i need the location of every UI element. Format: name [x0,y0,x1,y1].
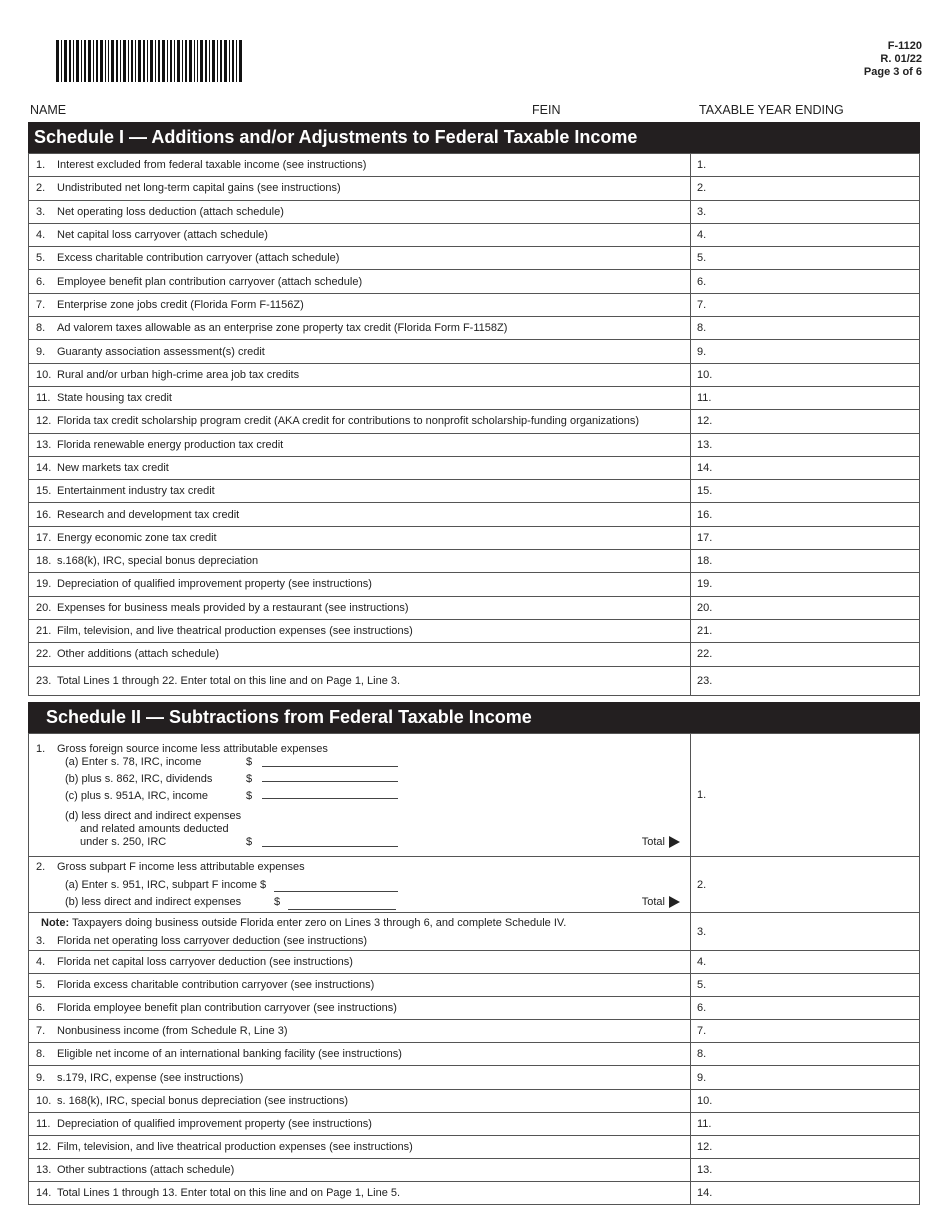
line-amount-cell[interactable] [691,456,920,479]
line-amount-cell[interactable] [691,410,920,433]
line-row [29,386,920,409]
line-text: Net operating loss deduction (attach schedule) [57,205,284,218]
line-description [29,1135,691,1158]
line-row [29,247,920,270]
line-row [29,1089,920,1112]
line-description [29,223,691,246]
line-text: Florida excess charitable contribution carryover (see instructions) [57,979,375,992]
line-2b-input[interactable] [288,899,396,910]
line-1d-label-2: and related amounts deducted [80,823,229,835]
line-text: Eligible net income of an international banking facility (see instructions) [57,1048,402,1061]
line-text: Total Lines 1 through 13. Enter total on this line and on Page 1, Line 5. [57,1186,401,1199]
line-description [29,386,691,409]
line-num: 2. [36,861,46,873]
line-1d-input[interactable] [262,836,398,847]
line-text: Energy economic zone tax credit [57,531,217,544]
line-num: 21. [36,625,52,638]
line-text: Florida renewable energy production tax credit [57,438,284,451]
line-text: Undistributed net long-term capital gains (see instructions) [57,182,341,195]
line-amount-cell[interactable] [691,1066,920,1089]
line-text: Florida net capital loss carryover deduction (see instructions) [57,956,353,969]
line-text: Guaranty association assessment(s) credit [57,345,265,358]
line-ref: 12. [697,415,713,428]
line-amount-cell[interactable] [691,1020,920,1043]
line-text: Total Lines 1 through 22. Enter total on this line and on Page 1, Line 3. [57,674,401,687]
total-label: Total [641,896,665,908]
line-text: Florida tax credit scholarship program credit (AKA credit for contributions to nonprofit scholarship-funding organizations) [57,415,640,428]
line-text: Gross foreign source income less attributable expenses [57,743,328,755]
line-num: 1. [36,743,46,755]
schedule-2-line-1 [29,734,920,857]
line-description [29,177,691,200]
line-description [29,1089,691,1112]
line-row [29,550,920,573]
line-num: 20. [36,601,52,614]
line-1c-label: (c) plus s. 951A, IRC, income [65,790,209,802]
line-row [29,573,920,596]
line-row [29,1112,920,1135]
line-row [29,526,920,549]
line-amount-cell[interactable] [691,270,920,293]
line-text: Film, television, and live theatrical production expenses (see instructions) [57,625,413,638]
line-amount-cell[interactable] [691,1158,920,1181]
line-amount-cell[interactable] [691,363,920,386]
line-amount-cell[interactable] [691,200,920,223]
line-row [29,456,920,479]
line-description [29,1158,691,1181]
line-ref: 14. [697,462,713,474]
line-num: 14. [36,1186,52,1199]
line-amount-cell[interactable] [691,550,920,573]
line-ref: 11. [697,1117,712,1130]
line-amount-cell[interactable] [691,1135,920,1158]
line-amount-cell[interactable] [691,596,920,619]
line-description [29,1066,691,1089]
line-amount-cell[interactable] [691,386,920,409]
line-num: 9. [36,1071,46,1084]
line-row [29,340,920,363]
line-description [29,951,691,974]
line-row [29,410,920,433]
line-amount-cell[interactable] [691,480,920,503]
line-description [29,666,691,695]
line-row [29,154,920,177]
line-row [29,317,920,340]
line-text: Depreciation of qualified improvement property (see instructions) [57,578,372,591]
line-num: 4. [36,229,46,242]
line-text: Gross subpart F income less attributable expenses [57,861,305,873]
line-description [29,340,691,363]
form-id: F-1120 [887,40,922,52]
line-description [29,433,691,456]
line-amount-cell[interactable] [691,974,920,997]
line-text: Depreciation of qualified improvement property (see instructions) [57,1117,372,1130]
form-revision: R. 01/22 [880,53,922,65]
dollar-sign: $ [246,790,253,802]
line-ref: 1. [697,789,707,801]
line-row [29,363,920,386]
line-ref: 2. [697,878,707,891]
line-num: 7. [36,298,46,311]
line-row [29,951,920,974]
line-description [29,363,691,386]
line-amount-cell[interactable] [691,317,920,340]
line-num: 13. [36,1163,52,1176]
line-ref: 11. [697,392,712,405]
line-amount-cell[interactable] [691,223,920,246]
line-description [29,247,691,270]
dollar-sign: $ [246,836,253,848]
line-ref: 23. [697,674,713,687]
line-amount-cell[interactable] [691,340,920,363]
line-1a-label: (a) Enter s. 78, IRC, income [65,756,202,768]
line-num: 17. [36,531,52,544]
line-1a-input[interactable] [262,756,398,767]
line-row [29,480,920,503]
line-row [29,997,920,1020]
line-ref: 4. [697,956,707,969]
line-num: 7. [36,1025,46,1038]
taxable-year-label: TAXABLE YEAR ENDING [699,103,844,117]
line-ref: 6. [697,275,707,288]
line-num: 14. [36,462,52,474]
dollar-sign: $ [246,756,253,768]
line-num: 9. [36,345,46,358]
line-amount-cell[interactable] [691,1043,920,1066]
line-description [29,1020,691,1043]
line-row [29,619,920,642]
line-1c-input[interactable] [262,788,398,799]
line-num: 22. [36,648,52,661]
line-description [29,974,691,997]
line-amount-cell[interactable] [691,526,920,549]
form-page: Page 3 of 6 [863,66,922,78]
line-ref: 1. [697,159,707,172]
line-description [29,456,691,479]
line-ref: 5. [697,979,707,992]
line-text: Florida net operating loss carryover deduction (see instructions) [57,935,367,947]
line-amount-cell[interactable] [691,433,920,456]
line-amount-cell[interactable] [691,619,920,642]
line-description [29,997,691,1020]
line-2a-label: (a) Enter s. 951, IRC, subpart F income $ [65,879,267,891]
line-description [29,526,691,549]
line-num: 8. [36,322,46,335]
line-ref: 9. [697,1071,707,1084]
line-num: 19. [36,578,52,591]
line-amount-cell[interactable] [691,643,920,666]
line-ref: 20. [697,601,713,614]
line-num: 1. [36,159,46,172]
line-text: Entertainment industry tax credit [57,485,215,498]
line-text: Expenses for business meals provided by a restaurant (see instructions) [57,601,409,614]
line-text: Other subtractions (attach schedule) [57,1163,235,1176]
line-2a-input[interactable] [274,881,398,892]
line-num: 12. [36,415,52,428]
line-ref: 19. [697,578,713,591]
line-text: Enterprise zone jobs credit (Florida Form F-1156Z) [57,298,304,311]
line-num: 16. [36,508,52,521]
line-num: 2. [36,182,46,195]
line-num: 3. [36,205,46,218]
line-row [29,177,920,200]
schedule-2-lines [28,733,920,1205]
line-ref: 18. [697,555,713,568]
line-row [29,433,920,456]
line-2b-label: (b) less direct and indirect expenses [65,896,242,908]
line-description [29,293,691,316]
line-row [29,1043,920,1066]
line-row [29,293,920,316]
line-ref: 21. [697,625,713,638]
line-num: 23. [36,674,52,687]
line-ref: 12. [697,1140,713,1153]
line-text: s.168(k), IRC, special bonus depreciation [57,555,259,568]
line-description [29,643,691,666]
total-label: Total [641,836,665,848]
form-identifier [864,40,922,79]
line-1-total [642,836,680,849]
name-label: NAME [30,103,67,117]
line-description [29,317,691,340]
line-ref: 2. [697,182,707,195]
line-description [29,480,691,503]
barcode [56,40,280,82]
dollar-sign: $ [246,773,253,785]
line-ref: 3. [697,925,707,938]
line-row [29,1135,920,1158]
arrow-right-icon [669,836,680,848]
line-num: 15. [36,485,52,498]
line-text: Research and development tax credit [57,508,240,521]
line-description [29,410,691,433]
line-text: Interest excluded from federal taxable income (see instructions) [57,159,367,172]
line-description [29,1112,691,1135]
line-ref: 16. [697,508,713,521]
line-amount-cell[interactable] [691,1089,920,1112]
schedule-2-line-3 [29,913,920,951]
line-row [29,1181,920,1204]
line-row [29,270,920,293]
line-amount-cell[interactable] [691,503,920,526]
line-description [29,1181,691,1204]
line-ref: 7. [697,1025,707,1038]
line-1d-label-3: under s. 250, IRC [80,836,167,848]
line-ref: 10. [697,1094,713,1107]
schedule-2-line-2 [29,857,920,913]
line-description [29,154,691,177]
arrow-right-icon [669,896,680,908]
schedule-2 [28,702,920,1205]
line-amount-cell[interactable] [691,951,920,974]
line-description [29,200,691,223]
line-text: Florida employee benefit plan contribution carryover (see instructions) [57,1002,397,1015]
line-text: Net capital loss carryover (attach schedule) [57,229,268,242]
line-description [29,573,691,596]
schedule-1-lines [28,153,920,696]
fein-label: FEIN [532,103,561,117]
line-row [29,666,920,695]
line-ref: 6. [697,1002,707,1015]
line-1d-label-1: (d) less direct and indirect expenses [65,810,242,822]
line-description [29,619,691,642]
line-ref: 14. [697,1186,713,1199]
line-ref: 9. [697,345,707,358]
line-text: Ad valorem taxes allowable as an enterprise zone property tax credit (Florida Form F-1158Z) [57,322,508,335]
line-description [29,596,691,619]
line-description [29,270,691,293]
line-num: 8. [36,1048,46,1061]
line-text: s. 168(k), IRC, special bonus depreciation (see instructions) [57,1094,349,1107]
line-ref: 10. [697,368,713,381]
line-description [29,503,691,526]
line-num: 11. [36,1117,51,1130]
line-num: 18. [36,555,52,568]
line-row [29,974,920,997]
line-ref: 15. [697,485,713,498]
line-text: New markets tax credit [57,462,169,474]
line-num: 3. [36,935,46,947]
line-row [29,1158,920,1181]
line-row [29,1020,920,1043]
line-amount-cell[interactable] [691,997,920,1020]
dollar-sign: $ [274,896,281,908]
line-num: 12. [36,1140,52,1153]
line-description [29,550,691,573]
line-text: Nonbusiness income (from Schedule R, Line 3) [57,1025,288,1038]
line-amount-cell[interactable] [691,573,920,596]
line-row [29,223,920,246]
line-2-total [642,894,680,911]
line-num: 5. [36,979,46,992]
line-ref-cell[interactable] [691,913,920,951]
line-text: State housing tax credit [57,392,172,405]
line-amount-cell[interactable] [691,154,920,177]
line-num: 4. [36,956,46,969]
line-num: 6. [36,1002,46,1015]
line-ref: 13. [697,1163,713,1176]
line-ref: 5. [697,252,707,265]
line-ref-cell[interactable] [691,734,920,857]
line-row [29,596,920,619]
line-amount-cell[interactable] [691,247,920,270]
line-amount-cell[interactable] [691,177,920,200]
note-text: Taxpayers doing business outside Florida enter zero on Lines 3 through 6, and complete Schedule IV. [69,917,567,929]
schedule-1-title: Schedule I — Additions and/or Adjustments to Federal Taxable Income [28,122,920,153]
line-1b-input[interactable] [262,771,398,782]
line-row [29,1066,920,1089]
line-1b-label: (b) plus s. 862, IRC, dividends [65,773,213,785]
line-row [29,200,920,223]
line-num: 10. [36,1094,52,1107]
line-row [29,503,920,526]
line-text: s.179, IRC, expense (see instructions) [57,1071,244,1084]
line-ref: 4. [697,229,707,242]
line-amount-cell[interactable] [691,666,920,695]
line-ref: 8. [697,1048,707,1061]
line-text: Rural and/or urban high-crime area job tax credits [57,368,300,381]
line-ref: 3. [697,205,707,218]
line-ref: 8. [697,322,707,335]
line-ref: 17. [697,531,713,544]
line-ref: 13. [697,438,713,451]
line-row [29,643,920,666]
line-num: 10. [36,368,52,381]
line-ref-cell[interactable] [691,857,920,913]
taxpayer-header [0,103,950,119]
line-amount-cell[interactable] [691,293,920,316]
line-text: Film, television, and live theatrical production expenses (see instructions) [57,1140,413,1153]
line-ref: 22. [697,648,713,661]
line-text: Excess charitable contribution carryover (attach schedule) [57,252,340,265]
line-num: 6. [36,275,46,288]
line-amount-cell[interactable] [691,1181,920,1204]
line-num: 13. [36,438,52,451]
line-description [29,1043,691,1066]
line-num: 5. [36,252,46,265]
schedule-2-title: Schedule II — Subtractions from Federal Taxable Income [28,702,920,733]
schedule-1 [28,122,920,696]
line-text: Other additions (attach schedule) [57,648,220,661]
line-text: Employee benefit plan contribution carryover (attach schedule) [57,275,363,288]
line-ref: 7. [697,298,707,311]
line-num: 11. [36,392,51,405]
line-amount-cell[interactable] [691,1112,920,1135]
note-label: Note: [41,917,70,929]
